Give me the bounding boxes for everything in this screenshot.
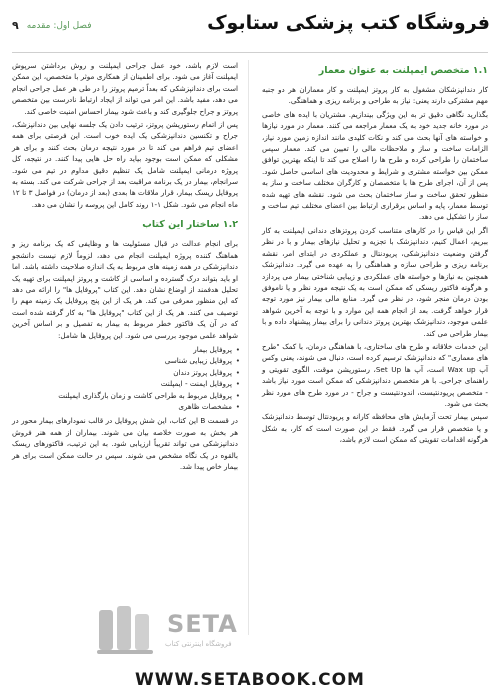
page-header [8,12,492,42]
paragraph: است لازم باشد، خود عمل جراحی ایمپلنت و روش برداشتن سرپوش ایمپلنت آغاز می شود. برای اطمینان از همکاری موثر با متخصص، این ممکن است برای دندانپزشکی که بعداً ترمیم پروتز را در طی هر عمل جراحی انجام می دهد، مفید باشد. این امر می تواند از ایجاد ارتباط نادرست بین متخصص پروتز و جراح جلوگیری کند و باعث شود بیمار احساس امنیت خاصی کند. [12,61,238,116]
paragraph: در قسمت B این کتاب، این شش پروفایل در قالب نمودارهای بیمار محور در هر بخش به صورت خلاصه بیان می شوند. بیماران از همه هنر فروش دندانپزشکی می تواند تقریباً ارزیابی شود. به این ترتیب، فاکتورهای ریسک بالقوه در یک نگاه مشخص می شوند. سپس در حالت ممکن است برای هر بیمار خاص پیدا شد. [12,416,238,471]
list-item: • پروفایل مربوط به طراحی کاشت و زمان بارگذاری ایمپلنت [12,390,238,401]
paragraph: برای انجام عدالت در قبال مسئولیت ها و وظایفی که یک برنامه ریز و هماهنگ کننده پروژه ایمپلنت انجام می دهد، لزوماً لازم نیست دانشجو دندانپزشکی در همه زمینه های مربوط به یک اندازه صلاحیت داشته باشد. اما او باید بتواند درک گسترده و اساسی از کاشت و پروتز ایمپلنت برای تهیه یک تحلیل هدفمند از اوضاع نشان دهد. این کتاب "پروفایل ها" را ارائه می دهد که این منظور معرفی می کند. هر یک از این پنج پروفایل یک زمینه مهم را توصیف می کنند. هر یک از این کتاب "پروفایل ها" به کار گرفته شده است که در آن یک فاکتور خطر مربوط به بیمار به تفصیل و بر اساس آخرین شواهد علمی موجود بررسی می شود. این پروفایل ها شامل: [12,239,238,340]
watermark-subtitle: فروشگاه اینترنتی کتاب [165,640,232,648]
chapter-label: فصل اول: مقدمه [26,20,92,31]
paragraph: پس از اتمام رستوریشن پروتز، ترتیب دادن یک جلسه نهایی بین دندانپزشک، جراح و تکنسین دندانپزشکی یک ایده خوب است. این فرصتی برای همه اعضای تیم فراهم می کند تا در مورد نتیجه درمان بحث کنند و برای هر مشکلی که ممکن است بوجود بیاید راه حل هایی پیدا کنند. در نتیجه، کل پروژه درمانی ایمپلنت شامل یک تنظیم دقیق مداوم در تیم می شود. سرانجام، بیمار در یک برنامه مراقبت بعد از جراحی شرکت می کند. بسته به پروفایل ریسک بیمار، قرار ملاقات ها بعدی (بعد از درمان) در فواصل ۳ تا ۱۲ ماه انجام می شود. شکل ۱-۱ روند کامل این پروسه را نشان می دهد. [12,120,238,209]
list-item: • پروفایل پروتز دندان [12,367,238,378]
list-item: • پروفایل زیبایی شناسی [12,355,238,366]
paragraph: اگر این قیاس را در کارهای متناسب کردن پروتزهای دندانی ایمپلنت به کار ببریم، اعمال کنیم، دندانپزشک با تجزیه و تحلیل نیازهای بیمار و با در نظر گرفتن وضعیت دندانپزشکی، پریودنتال و عملکردی در ابتدای امر، نقشه برنامه ریزی و طراحی سازه و هماهنگی را به عهده می گیرد. دندانپزشک همچنین به نیازها و خواسته های عملکردی و زیبایی شناختی بیمار می پردازد و هرگونه فاکتور ریسکی که ممکن است به یک نتیجه مورد نظر و یا ناموفق بودن درمان منجر شود، در نظر می گیرد. منابع مالی بیمار نیز مورد توجه قرار خواهد گرفت. بعد از انجام همه این موارد و با توجه به آخرین شواهد علمی موجود، دندانپزشک بهترین پروتز دندانی را برای بیمار پیشنهاد داده و با بیمار طراحی می کند. [262,225,488,338]
page-footer [0,670,500,700]
seta-watermark [95,600,265,660]
running-head [12,19,92,32]
seta-logo-icon [95,602,165,658]
list-item: • پروفایل بیمار [12,344,238,355]
column-divider [248,60,249,635]
section-heading-1-1: ۱.۱ متخصص ایمپلنت به عنوان معمار [318,65,488,76]
paragraph: این خدمات خلاقانه و طرح های ساختاری، با هماهنگی درمان، با کمک "طرح های معماری" که دندانپزشک ترسیم کرده است، دنبال می شوند، یعنی وکس آپ Wax up است، آپ ها Set Up، رستوریشن موقت، الگوی تقویتی و راهنمای جراحی. با هر متخصص دندانپزشکی که ممکن است مورد نیاز باشد - متخصص پریودنتیست، اندودنتیست و جراح - در مورد طرح های مورد نظر بحث می شود. [262,341,488,408]
section-heading-1-2: ۱.۲ ساختار این کتاب [142,219,238,231]
page-number: ۹ [12,19,19,32]
profile-list [12,344,238,412]
page-title: فروشگاه کتب پزشکی ستابوک [207,12,490,34]
paragraph: سپس بیمار تحت آزمایش های محافظه کارانه و پریودنتال توسط دندانپزشک و یا متخصص قرار می گیرد. فقط در این صورت است که کار، به شکل هرگونه اقدامات تقویتی که ممکن است لازم باشد، [262,412,488,445]
paragraph: بگذارید نگاهی دقیق تر به این ویژگی بیندازیم. مشتریان با ایده های خاصی در مورد خانه جدید خود به یک معمار مراجعه می کنند. معمار در مورد نیازها و خواسته های آنها بحث می کند و نکات کلیدی مانند اندازه زمین مورد نیاز، الزامات ساخت و ساز و ملاحظات مالی را تعیین می کند. معمار سپس ساختمان را طراحی کرده و طرح ها را اصلاح می کند تا اینکه بهترین توافق ممکن بین خواسته مشتری و شرایط و محدودیت های اساسی حاصل شود. پس از آن، اجرای طرح ها با متخصصان و کارگران مختلف ساخت و ساز به منظور تحقق ساخت و ساز ساختمان بحث می شود. نقشه های تهیه شده توسط معمار، پایه و اساس برقراری ارتباط بین اعضای مختلف تیم ساخت و ساز را تشکیل می دهد. [262,109,488,222]
list-item: • مشخصات ظاهری [12,401,238,412]
list-item: • پروفایل ایمنت - ایمپلنت [12,378,238,389]
footer-url[interactable]: WWW.SETABOOK.COM [135,670,365,690]
right-column [262,62,488,448]
header-rule [12,52,488,53]
watermark-brand: SETA [167,610,238,638]
left-column [12,60,238,474]
paragraph: کار دندانپزشکان مشغول به کار پروتز ایمپلنت و کار معماران هر دو جنبه مهم مشترکی دارند یعنی: نیاز به طراحی و برنامه ریزی و هماهنگی. [262,85,488,106]
